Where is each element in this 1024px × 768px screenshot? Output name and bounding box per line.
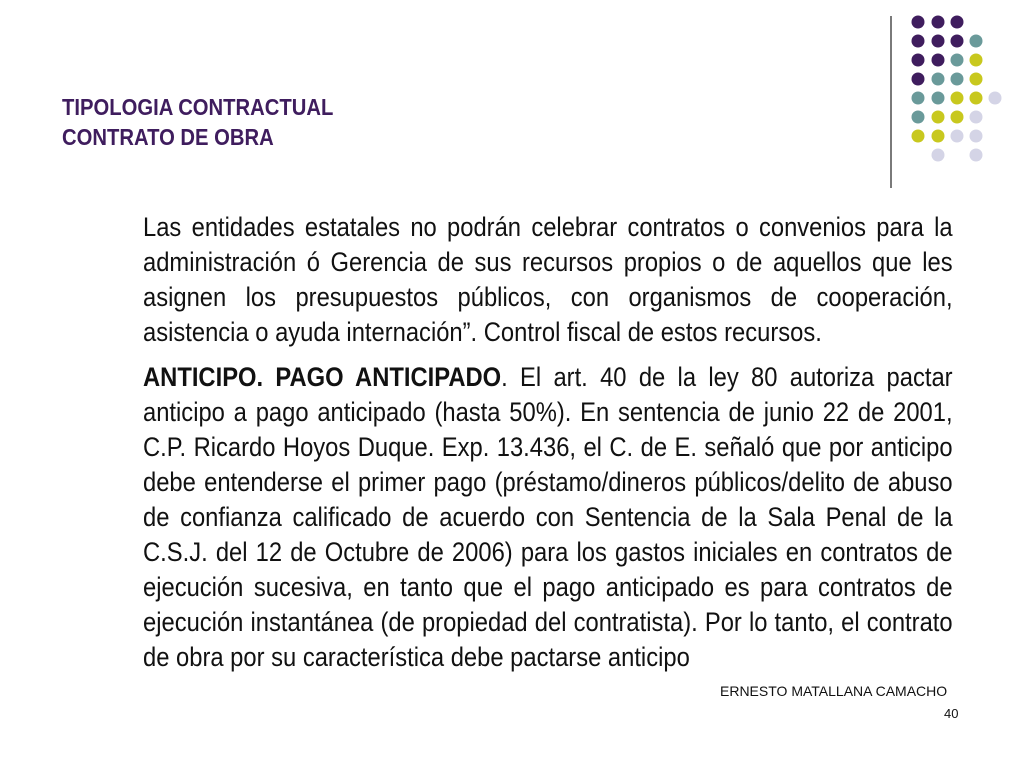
dot xyxy=(970,73,983,86)
vertical-divider xyxy=(890,16,892,188)
title-line-1: TIPOLOGIA CONTRACTUAL xyxy=(62,94,334,120)
dot xyxy=(970,54,983,67)
dot xyxy=(970,111,983,124)
dot xyxy=(951,73,964,86)
paragraph-2 xyxy=(143,360,953,675)
dot xyxy=(932,16,945,29)
dot xyxy=(932,111,945,124)
dot xyxy=(932,54,945,67)
dot xyxy=(989,92,1002,105)
slide-title xyxy=(62,92,333,152)
dot xyxy=(912,16,925,29)
dot xyxy=(912,111,925,124)
slide-body xyxy=(143,210,953,675)
dot xyxy=(951,111,964,124)
dot xyxy=(912,54,925,67)
dot xyxy=(932,73,945,86)
dot xyxy=(912,73,925,86)
dot xyxy=(932,35,945,48)
dot xyxy=(970,35,983,48)
dot xyxy=(932,92,945,105)
dot xyxy=(970,92,983,105)
dot xyxy=(951,35,964,48)
dot xyxy=(951,16,964,29)
dot xyxy=(932,130,945,143)
author-name: ERNESTO MATALLANA CAMACHO xyxy=(720,683,948,699)
dot xyxy=(912,35,925,48)
paragraph-2-text: . El art. 40 de la ley 80 autoriza pactar anticipo a pago anticipado (hasta 50%). En sentencia de junio 22 de 2001, C.P. Ricardo Hoyos Duque. Exp. 13.436, el C. de E. señaló que por anticipo debe entenderse el primer pago (préstamo/dineros públicos/delito de abuso de confianza calificado de acuerdo con Sentencia de la Sala Penal de la C.S.J. del 12 de Octubre de 2006) para los gastos iniciales en contratos de ejecución sucesiva, en tanto que el pago anticipado es para contratos de ejecución instantánea (de propiedad del contratista). Por lo tanto, el contrato de obra por su característica debe pactarse anticipo xyxy=(143,362,953,672)
dot xyxy=(951,130,964,143)
title-line-2: CONTRATO DE OBRA xyxy=(62,124,274,150)
dot xyxy=(951,92,964,105)
dot xyxy=(912,92,925,105)
dot xyxy=(970,149,983,162)
dot xyxy=(932,149,945,162)
paragraph-2-heading: ANTICIPO. PAGO ANTICIPADO xyxy=(143,362,502,392)
dot xyxy=(912,130,925,143)
dot xyxy=(970,130,983,143)
dot xyxy=(951,54,964,67)
paragraph-1: Las entidades estatales no podrán celebrar contratos o convenios para la administración ó Gerencia de sus recursos propios o de aquellos que les asignen los presupuestos públicos, con organismos de cooperación, asistencia o ayuda internación”. Control fiscal de estos recursos. xyxy=(143,212,953,347)
page-number: 40 xyxy=(944,706,959,721)
